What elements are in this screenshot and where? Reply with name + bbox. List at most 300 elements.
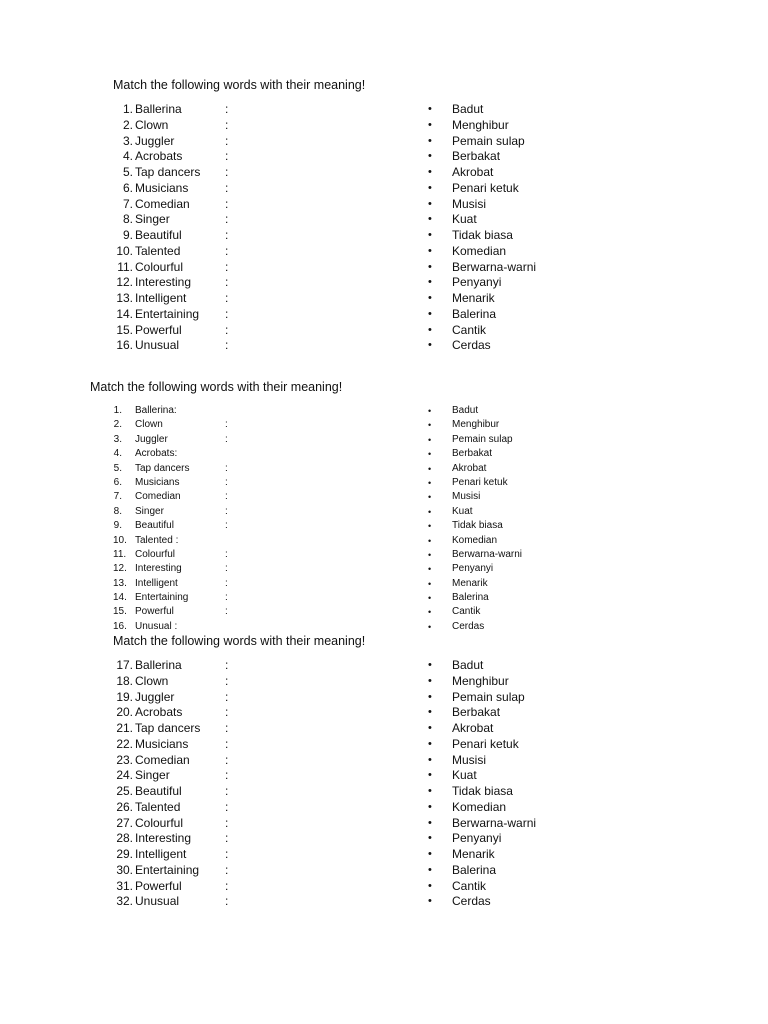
answer-colon: :: [225, 505, 228, 517]
item-number: 10.: [116, 243, 133, 258]
item-word: Tap dancers: [135, 165, 201, 179]
item-number: 8.: [113, 505, 122, 517]
answer-colon: :: [225, 736, 229, 751]
meaning-item: [428, 149, 628, 165]
meaning-text: Berwarna-warni: [452, 815, 537, 830]
meaning-text: Komedian: [452, 799, 507, 814]
bullet-icon: •: [428, 244, 432, 257]
item-number: 20.: [116, 705, 133, 720]
word-item: [113, 433, 333, 447]
meaning-text: Menghibur: [452, 673, 509, 688]
item-word: Clown: [135, 673, 169, 688]
word-item: [113, 721, 333, 737]
answer-colon: :: [225, 673, 229, 688]
answer-colon: :: [225, 476, 228, 488]
item-word: Musicians: [135, 476, 180, 488]
item-word: Comedian: [135, 752, 190, 767]
bullet-icon: •: [428, 406, 432, 416]
meaning-text: Pemain sulap: [452, 133, 525, 148]
answer-colon: :: [225, 658, 229, 672]
answer-colon: :: [225, 689, 229, 704]
meaning-item: [428, 519, 628, 533]
meaning-item: [428, 181, 628, 197]
meaning-text: Penari ketuk: [452, 476, 508, 488]
bullet-icon: •: [428, 737, 432, 750]
meaning-item: [428, 418, 628, 432]
meaning-text: Badut: [452, 658, 484, 672]
meaning-item: [428, 307, 628, 323]
bullet-icon: •: [428, 521, 432, 532]
meaning-text: Badut: [452, 405, 479, 416]
meaning-item: [428, 548, 628, 562]
bullet-icon: •: [428, 895, 432, 908]
item-number: 11.: [113, 548, 127, 560]
meaning-text: Tidak biasa: [452, 784, 513, 798]
item-number: 25.: [116, 784, 133, 798]
item-word: Colourful: [135, 259, 184, 274]
meaning-item: [428, 534, 628, 548]
word-item: [113, 149, 333, 165]
meaning-item: [428, 462, 628, 476]
bullet-icon: •: [428, 578, 432, 589]
meaning-item: [428, 737, 628, 753]
word-item: [113, 737, 333, 753]
bullet-icon: •: [428, 816, 432, 829]
answer-colon: :: [225, 228, 229, 242]
bullet-icon: •: [428, 785, 432, 797]
meaning-item: [428, 338, 628, 354]
answer-colon: :: [225, 196, 229, 211]
bullet-icon: •: [428, 769, 432, 782]
bullet-icon: •: [428, 166, 432, 178]
word-item: [113, 784, 333, 800]
word-item: [113, 260, 333, 276]
meaning-text: Musisi: [452, 196, 487, 211]
meaning-text: Berbakat: [452, 705, 501, 720]
word-item: [113, 462, 333, 476]
item-word: Intelligent: [135, 847, 187, 861]
item-number: 22.: [116, 736, 133, 751]
meaning-text: Tidak biasa: [452, 228, 513, 242]
item-number: 14.: [116, 306, 133, 321]
item-number: 3.: [122, 133, 133, 148]
word-item: [113, 323, 333, 339]
item-word: Interesting: [135, 275, 192, 290]
word-item: [113, 212, 333, 228]
bullet-icon: •: [428, 722, 432, 734]
answer-colon: :: [225, 133, 229, 148]
meaning-text: Cerdas: [452, 338, 491, 353]
item-number: 7.: [113, 491, 122, 503]
item-number: 31.: [116, 878, 133, 893]
bullet-icon: •: [428, 621, 432, 632]
meaning-text: Berbakat: [452, 448, 493, 460]
word-item: [113, 847, 333, 863]
item-number: 15.: [113, 606, 127, 618]
word-item: [113, 181, 333, 197]
item-word: Juggler: [135, 433, 168, 445]
meaning-text: Menarik: [452, 291, 495, 305]
word-item: [113, 591, 333, 605]
word-item: [113, 102, 333, 118]
item-word: Acrobats:: [135, 448, 178, 460]
item-word: Acrobats: [135, 149, 183, 164]
answer-colon: :: [225, 322, 229, 337]
meaning-item: [428, 323, 628, 339]
word-item: [113, 134, 333, 150]
meaning-text: Cerdas: [452, 894, 491, 909]
answer-colon: :: [225, 117, 229, 132]
meaning-item: [428, 505, 628, 519]
bullet-icon: •: [428, 535, 432, 546]
bullet-icon: •: [428, 229, 432, 241]
word-item: [113, 768, 333, 784]
item-number: 5.: [113, 462, 122, 474]
item-number: 13.: [116, 291, 133, 305]
item-word: Ballerina: [135, 102, 182, 116]
word-item: [113, 291, 333, 307]
meaning-text: Kuat: [452, 768, 477, 783]
meaning-text: Musisi: [452, 752, 487, 767]
item-word: Entertaining: [135, 592, 189, 604]
bullet-icon: •: [428, 292, 432, 304]
item-word: Singer: [135, 505, 164, 517]
item-number: 24.: [116, 768, 133, 783]
item-number: 15.: [116, 322, 133, 337]
word-list: [113, 102, 333, 354]
meaning-text: Pemain sulap: [452, 689, 525, 704]
item-number: 28.: [116, 831, 133, 846]
item-number: 30.: [116, 862, 133, 877]
answer-colon: :: [225, 847, 229, 861]
item-number: 5.: [122, 165, 133, 179]
meaning-item: [428, 134, 628, 150]
meaning-text: Menarik: [452, 847, 495, 861]
meaning-item: [428, 447, 628, 461]
word-item: [113, 605, 333, 619]
answer-colon: :: [225, 768, 229, 783]
word-item: [113, 800, 333, 816]
meaning-item: [428, 768, 628, 784]
bullet-icon: •: [428, 659, 432, 671]
answer-colon: :: [225, 862, 229, 877]
meaning-text: Kuat: [452, 212, 477, 227]
answer-colon: :: [225, 705, 229, 720]
answer-colon: :: [225, 752, 229, 767]
bullet-icon: •: [428, 463, 432, 474]
section-title: Match the following words with their meaning!: [90, 380, 343, 394]
item-number: 3.: [113, 433, 122, 445]
answer-colon: :: [225, 721, 229, 735]
bullet-icon: •: [428, 607, 432, 618]
item-word: Powerful: [135, 322, 182, 337]
item-word: Singer: [135, 212, 170, 227]
meaning-item: [428, 674, 628, 690]
answer-colon: :: [225, 831, 229, 846]
word-item: [113, 197, 333, 213]
answer-colon: :: [225, 180, 229, 195]
meaning-item: [428, 212, 628, 228]
bullet-icon: •: [428, 832, 432, 845]
meaning-text: Balerina: [452, 862, 497, 877]
item-number: 2.: [122, 117, 133, 132]
answer-colon: :: [225, 275, 229, 290]
word-item: [113, 244, 333, 260]
word-item: [113, 705, 333, 721]
answer-colon: :: [225, 291, 229, 305]
item-number: 9.: [113, 520, 122, 532]
bullet-icon: •: [428, 103, 432, 115]
item-word: Entertaining: [135, 862, 200, 877]
word-item: [113, 307, 333, 323]
bullet-icon: •: [428, 434, 432, 445]
word-list: [113, 404, 333, 634]
item-number: 8.: [122, 212, 133, 227]
meaning-text: Cantik: [452, 606, 481, 618]
item-number: 18.: [116, 673, 133, 688]
bullet-icon: •: [428, 213, 432, 226]
item-word: Ballerina:: [135, 405, 177, 416]
item-word: Unusual: [135, 338, 180, 353]
bullet-icon: •: [428, 506, 432, 517]
word-item: [113, 505, 333, 519]
item-word: Interesting: [135, 563, 182, 575]
meaning-text: Musisi: [452, 491, 481, 503]
item-number: 16.: [116, 338, 133, 353]
meaning-text: Cantik: [452, 322, 487, 337]
item-number: 32.: [116, 894, 133, 909]
answer-colon: :: [225, 462, 228, 474]
bullet-icon: •: [428, 134, 432, 147]
answer-colon: :: [225, 548, 228, 560]
word-item: [113, 519, 333, 533]
meaning-text: Komedian: [452, 534, 498, 546]
bullet-icon: •: [428, 549, 432, 560]
item-number: 29.: [116, 847, 133, 861]
item-word: Comedian: [135, 491, 181, 503]
meaning-text: Penari ketuk: [452, 736, 519, 751]
meaning-item: [428, 260, 628, 276]
item-number: 17.: [116, 658, 133, 672]
item-word: Unusual :: [135, 620, 178, 632]
item-word: Juggler: [135, 133, 175, 148]
meaning-text: Badut: [452, 102, 484, 116]
item-number: 19.: [116, 689, 133, 704]
bullet-icon: •: [428, 276, 432, 289]
meaning-list: [428, 658, 628, 910]
answer-colon: :: [225, 149, 229, 164]
item-number: 12.: [116, 275, 133, 290]
meaning-text: Berbakat: [452, 149, 501, 164]
item-word: Musicians: [135, 736, 189, 751]
item-word: Beautiful: [135, 784, 182, 798]
meaning-item: [428, 863, 628, 879]
item-word: Tap dancers: [135, 721, 201, 735]
word-item: [113, 338, 333, 354]
item-number: 2.: [113, 419, 122, 431]
word-item: [113, 658, 333, 674]
item-number: 1.: [122, 102, 133, 116]
meaning-item: [428, 275, 628, 291]
answer-colon: :: [225, 243, 229, 258]
bullet-icon: •: [428, 863, 432, 876]
meaning-item: [428, 490, 628, 504]
answer-colon: :: [225, 520, 228, 532]
item-number: 6.: [122, 180, 133, 195]
meaning-text: Penyanyi: [452, 275, 502, 290]
meaning-item: [428, 197, 628, 213]
item-word: Unusual: [135, 894, 180, 909]
word-item: [113, 562, 333, 576]
bullet-icon: •: [428, 753, 432, 766]
meaning-text: Balerina: [452, 592, 489, 604]
meaning-text: Akrobat: [452, 165, 494, 179]
word-item: [113, 577, 333, 591]
item-word: Colourful: [135, 815, 184, 830]
meaning-item: [428, 800, 628, 816]
meaning-item: [428, 753, 628, 769]
answer-colon: :: [225, 592, 228, 604]
word-item: [113, 879, 333, 895]
meaning-item: [428, 591, 628, 605]
answer-colon: :: [225, 894, 229, 909]
answer-colon: :: [225, 419, 228, 431]
item-word: Beautiful: [135, 228, 182, 242]
bullet-icon: •: [428, 118, 432, 131]
meaning-item: [428, 244, 628, 260]
item-number: 12.: [113, 563, 127, 575]
item-number: 9.: [122, 228, 133, 242]
item-word: Powerful: [135, 878, 182, 893]
word-item: [113, 831, 333, 847]
item-number: 14.: [113, 592, 127, 604]
bullet-icon: •: [428, 197, 432, 210]
meaning-text: Kuat: [452, 505, 473, 517]
answer-colon: :: [225, 606, 228, 618]
meaning-text: Penari ketuk: [452, 180, 519, 195]
meaning-text: Pemain sulap: [452, 433, 513, 445]
bullet-icon: •: [428, 339, 432, 352]
word-item: [113, 674, 333, 690]
item-word: Juggler: [135, 689, 175, 704]
word-item: [113, 690, 333, 706]
meaning-item: [428, 404, 628, 418]
meaning-item: [428, 562, 628, 576]
bullet-icon: •: [428, 449, 432, 460]
item-number: 4.: [113, 448, 122, 460]
item-word: Singer: [135, 768, 170, 783]
meaning-list: [428, 404, 628, 634]
word-item: [113, 753, 333, 769]
answer-colon: :: [225, 306, 229, 321]
meaning-text: Akrobat: [452, 721, 494, 735]
meaning-item: [428, 433, 628, 447]
meaning-item: [428, 784, 628, 800]
meaning-text: Tidak biasa: [452, 520, 503, 532]
item-word: Powerful: [135, 606, 174, 618]
item-word: Beautiful: [135, 520, 174, 532]
word-list: [113, 658, 333, 910]
meaning-item: [428, 620, 628, 634]
item-number: 11.: [117, 259, 133, 274]
meaning-text: Balerina: [452, 306, 497, 321]
meaning-item: [428, 831, 628, 847]
bullet-icon: •: [428, 150, 432, 163]
meaning-item: [428, 605, 628, 619]
meaning-text: Cantik: [452, 878, 487, 893]
section-title: Match the following words with their meaning!: [113, 634, 366, 648]
item-number: 27.: [116, 815, 133, 830]
meaning-text: Berwarna-warni: [452, 259, 537, 274]
meaning-text: Komedian: [452, 243, 507, 258]
section-title: Match the following words with their meaning!: [113, 78, 366, 92]
item-number: 6.: [113, 476, 122, 488]
word-item: [113, 490, 333, 504]
item-number: 13.: [113, 577, 127, 589]
bullet-icon: •: [428, 706, 432, 719]
word-item: [113, 228, 333, 244]
bullet-icon: •: [428, 848, 432, 860]
meaning-item: [428, 118, 628, 134]
meaning-item: [428, 721, 628, 737]
meaning-text: Penyanyi: [452, 831, 502, 846]
word-item: [113, 548, 333, 562]
meaning-item: [428, 847, 628, 863]
answer-colon: :: [225, 259, 229, 274]
answer-colon: :: [225, 491, 228, 503]
answer-colon: :: [225, 577, 228, 589]
word-item: [113, 165, 333, 181]
item-number: 1.: [113, 405, 122, 416]
answer-colon: :: [225, 338, 229, 353]
meaning-item: [428, 705, 628, 721]
bullet-icon: •: [428, 674, 432, 687]
meaning-item: [428, 228, 628, 244]
meaning-item: [428, 165, 628, 181]
word-item: [113, 620, 333, 634]
bullet-icon: •: [428, 690, 432, 703]
meaning-item: [428, 816, 628, 832]
meaning-text: Akrobat: [452, 462, 487, 474]
item-word: Clown: [135, 117, 169, 132]
answer-colon: :: [225, 212, 229, 227]
bullet-icon: •: [428, 879, 432, 892]
answer-colon: :: [225, 799, 229, 814]
bullet-icon: •: [428, 564, 432, 575]
word-item: [113, 418, 333, 432]
item-number: 7.: [122, 196, 133, 211]
item-number: 26.: [116, 799, 133, 814]
item-number: 4.: [122, 149, 133, 164]
bullet-icon: •: [428, 477, 432, 488]
item-word: Tap dancers: [135, 462, 190, 474]
word-item: [113, 534, 333, 548]
item-word: Musicians: [135, 180, 189, 195]
word-item: [113, 447, 333, 461]
answer-colon: :: [225, 433, 228, 445]
bullet-icon: •: [428, 323, 432, 336]
answer-colon: :: [225, 165, 229, 179]
meaning-text: Menghibur: [452, 419, 500, 431]
bullet-icon: •: [428, 181, 432, 194]
item-number: 23.: [116, 752, 133, 767]
item-word: Acrobats: [135, 705, 183, 720]
bullet-icon: •: [428, 800, 432, 813]
word-item: [113, 476, 333, 490]
item-word: Intelligent: [135, 577, 178, 589]
meaning-text: Berwarna-warni: [452, 548, 523, 560]
word-item: [113, 275, 333, 291]
